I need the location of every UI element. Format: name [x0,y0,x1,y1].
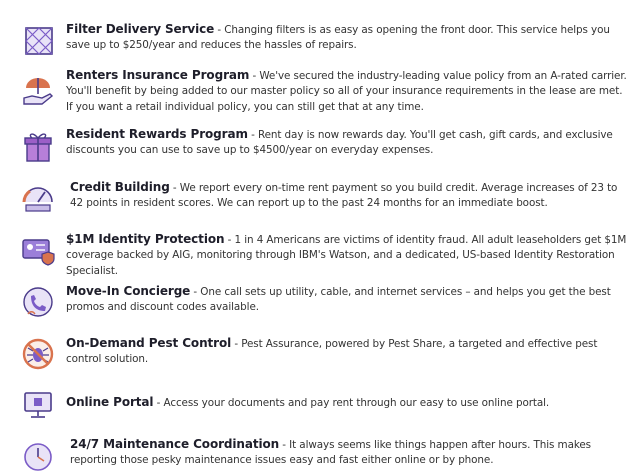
no-pest-icon [18,336,58,372]
service-description: It always seems like things happen after hours. This makes reporting those pesky maintenance issues easy and fast either online or by phone. [70,439,591,467]
service-title: Filter Delivery Service [66,22,215,36]
service-title: $1M Identity Protection [66,232,225,246]
title-separator: - [249,70,260,82]
title-separator: - [279,439,290,451]
online-portal-icon [18,387,58,423]
phone-concierge-icon [18,284,58,320]
service-description: Pest Assurance, powered by Pest Share, a targeted and effective pest control solution. [66,338,598,366]
title-separator: - [169,182,180,194]
top-edge-decoration [0,0,640,3]
service-description: We report every on-time rent payment so you build credit. Average increases of 23 to 42 points in resident scores. We can report up to the past 24 months for an immediate boost. [70,182,618,210]
service-title: Renters Insurance Program [66,68,250,82]
service-title: On-Demand Pest Control [66,336,232,350]
title-separator: - [247,129,258,141]
title-separator: - [231,338,242,350]
air-filter-icon [18,24,58,60]
service-description: Changing filters is as easy as opening the front door. This service helps you save up to $250/year and reduces the hassles of repairs. [66,24,610,52]
title-separator: - [214,24,225,36]
gift-icon [18,129,58,165]
service-description: We've secured the industry-leading value policy from an A-rated carrier. You'll benefit by being added to our master policy so all of your insurance requirements in the lease are met. If you want a retail individual policy, you can still get that at any time. [66,70,627,113]
service-title: Credit Building [70,180,170,194]
service-description: 1 in 4 Americans are victims of identity fraud. All adult leaseholders get $1M coverage backed by AIG, monitoring through IBM's Watson, and a dedicated, US-based Identity Restoration Specialist. [66,234,627,277]
credit-gauge-icon [18,180,58,216]
title-separator: - [153,397,164,409]
service-title: Move-In Concierge [66,284,191,298]
service-title: Resident Rewards Program [66,127,248,141]
umbrella-hand-icon [18,72,58,108]
service-description: Rent day is now rewards day. You'll get cash, gift cards, and exclusive discounts you can use to save up to $4500/year on everyday expenses. [66,129,613,157]
title-separator: - [224,234,235,246]
id-card-shield-icon [18,232,58,268]
title-separator: - [190,286,201,298]
clock-maintenance-icon [18,439,58,475]
service-description: Access your documents and pay rent through our easy to use online portal. [163,397,550,409]
service-title: 24/7 Maintenance Coordination [70,437,280,451]
service-title: Online Portal [66,395,154,409]
service-description: One call sets up utility, cable, and internet services – and helps you get the best promos and discount codes available. [66,286,611,314]
